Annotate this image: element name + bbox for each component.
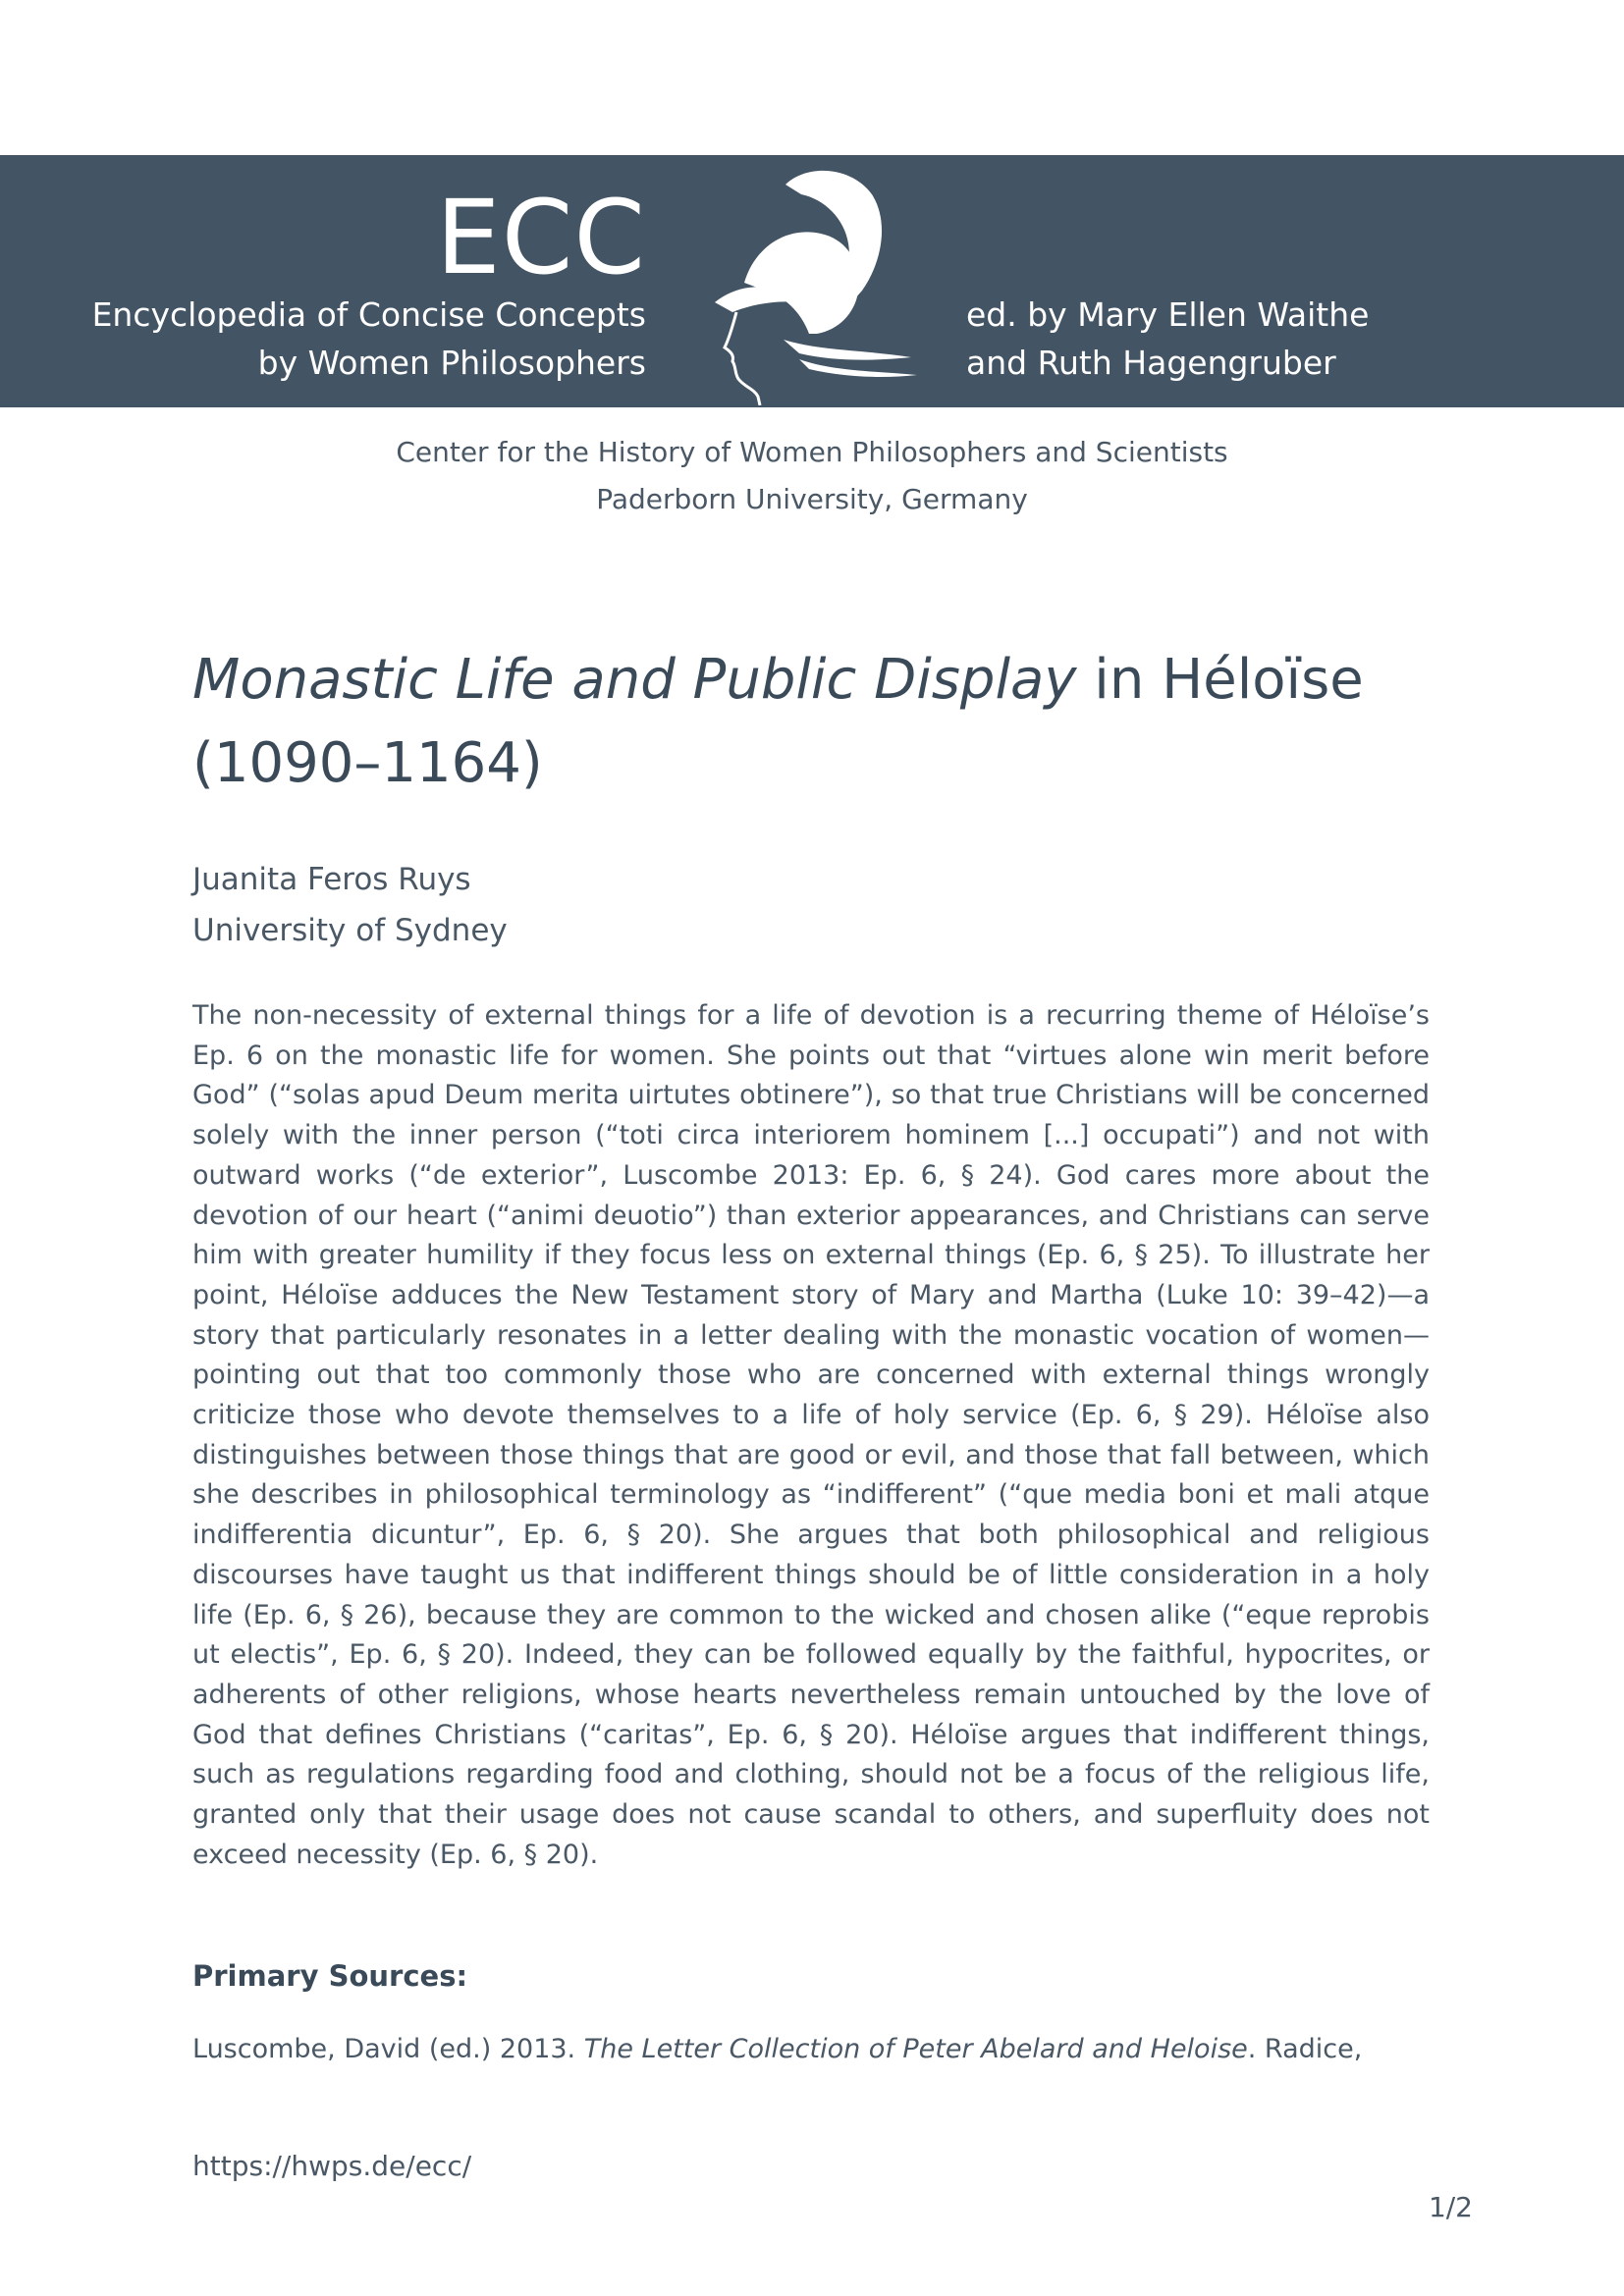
ecc-logo-text: ECC [436, 178, 646, 297]
author-name: Juanita Feros Ruys [192, 862, 471, 897]
athena-helmet-logo-icon [715, 165, 923, 405]
footer-url[interactable]: https://hwps.de/ecc/ [192, 2150, 472, 2182]
primary-sources-heading: Primary Sources: [192, 1959, 468, 1993]
article-body: The non-necessity of external things for a life of devotion is a recurring theme of Héloïse’s Ep. 6 on the monastic life for women. She points out that “virtues alone win merit before God” (“solas apud Deum merita uirtutes obtinere”), so that true Christians will be concerned solely with the inner person (“toti circa interiorem hominem [...] occupati”) and not with outward works (“de exterior”, Luscombe 2013: Ep. 6, § 24). God cares more about the devotion of our heart (“animi deuotio”) than exterior appearances, and Christians can serve him with greater humility if they focus less on external things (Ep. 6, § 25). To illustrate her point, Héloïse adduces the New Testament story of Mary and Martha (Luke 10: 39–42)—a story that particularly resonates in a letter dealing with the monastic vocation of women—pointing out that too commonly those who are concerned with external things wrongly criticize those who devote themselves to a life of holy service (Ep. 6, § 29). Héloïse also distinguishes between those things that are good or evil, and those that fall between, which she describes in philosophical terminology as “indifferent” (“que media boni et mali atque indifferentia dicuntur”, Ep. 6, § 20). She argues that both philosophical and religious discourses have taught us that indifferent things should be of little consideration in a holy life (Ep. 6, § 26), because they are common to the wicked and chosen alike (“eque reprobis ut electis”, Ep. 6, § 20). Indeed, they can be followed equally by the faithful, hypocrites, or adherents of other religions, whose hearts nevertheless remain untouched by the love of God that defines Christians (“caritas”, Ep. 6, § 20). Héloïse argues that indifferent things, such as regulations regarding food and clothing, should not be a focus of the religious life, granted only that their usage does not cause scandal to others, and superfluity does not exceed necessity (Ep. 6, § 20). [192, 1000, 1430, 1870]
institution-line2: Paderborn University, Germany [596, 483, 1028, 515]
header-banner [0, 155, 1624, 407]
reference-entry [192, 2030, 1430, 2069]
encyclopedia-name-line1: Encyclopedia of Concise Concepts [91, 295, 646, 334]
page-number: 1/2 [1428, 2191, 1473, 2223]
author-affiliation: University of Sydney [192, 913, 508, 948]
article-title [192, 638, 1439, 805]
institution-line1: Center for the History of Women Philosophers and Scientists [396, 436, 1228, 468]
encyclopedia-name-line2: by Women Philosophers [257, 344, 646, 382]
editors [966, 291, 1369, 387]
reference-prefix: Luscombe, David (ed.) 2013. [192, 2034, 584, 2064]
institution [0, 429, 1624, 523]
reference-suffix: . Radice, [1247, 2034, 1363, 2064]
reference-title: The Letter Collection of Peter Abelard and Heloise [583, 2034, 1248, 2064]
editors-line1: ed. by Mary Ellen Waithe [966, 295, 1370, 334]
article-title-rest: in Héloïse (1090–1164) [192, 648, 1364, 795]
article-title-italic: Monastic Life and Public Display [192, 648, 1077, 712]
encyclopedia-name [92, 291, 646, 387]
editors-line2: and Ruth Hagengruber [966, 344, 1336, 382]
author-block [192, 854, 508, 956]
